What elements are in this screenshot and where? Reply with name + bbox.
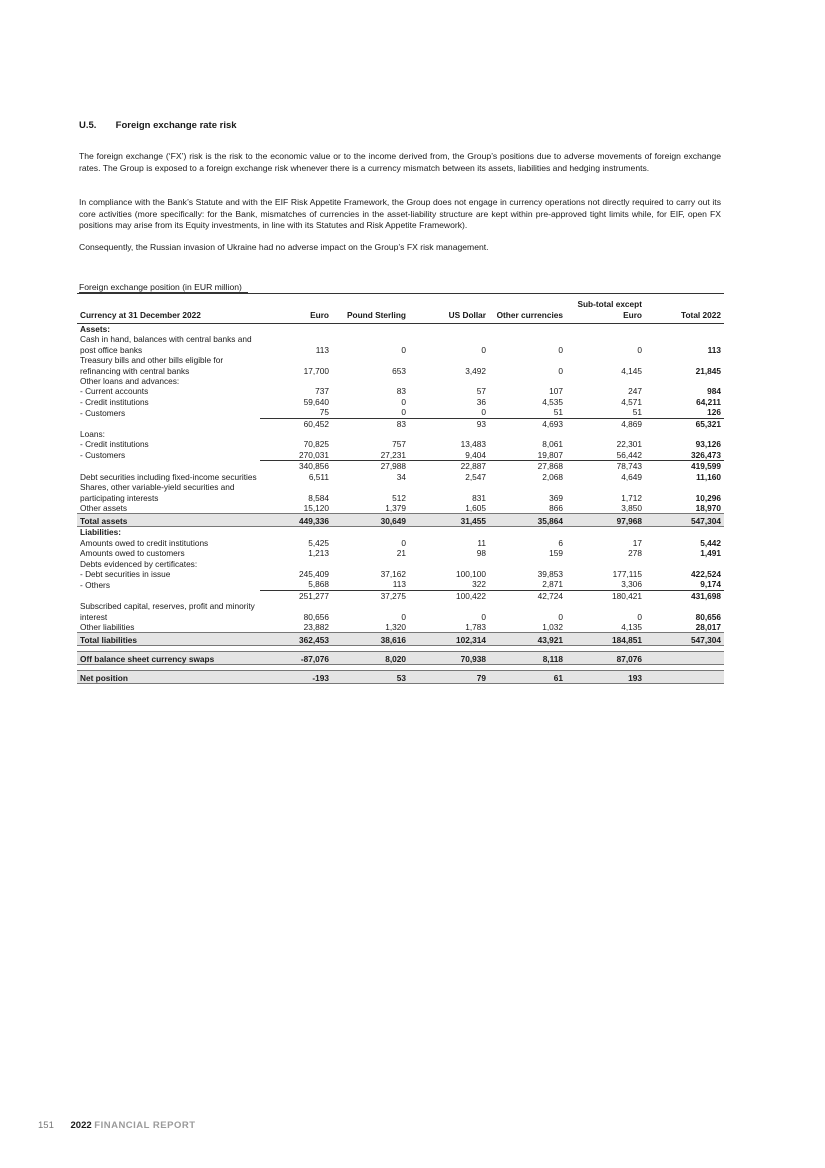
cell-value: 270,031 <box>260 450 332 461</box>
row-label: Loans: <box>80 429 105 440</box>
row-label: - Debt securities in issue <box>80 568 171 579</box>
table-caption <box>79 282 248 292</box>
cell-value: 11,160 <box>696 471 721 482</box>
row-label: Amounts owed to customers <box>80 548 185 559</box>
cell-value: 1,379 <box>385 502 406 513</box>
cell-value: 56,442 <box>566 450 645 461</box>
table-row <box>77 429 724 439</box>
section-number: U.5. <box>79 120 97 131</box>
cell-value: 113 <box>315 344 329 355</box>
row-label: Assets: <box>80 324 110 334</box>
row-label: Subscribed capital, reserves, profit and minority interest <box>80 601 255 622</box>
cell-value <box>489 559 566 569</box>
cell-value: 326,473 <box>645 450 724 461</box>
cell-value <box>332 559 409 569</box>
cell-value: 113 <box>707 344 721 355</box>
cell-value: 449,336 <box>260 514 332 527</box>
cell-value: 19,807 <box>489 450 566 461</box>
cell-value <box>489 429 566 439</box>
cell-value <box>489 527 566 538</box>
table-row <box>77 569 724 579</box>
cell-value <box>332 429 409 439</box>
cell-value: 247 <box>628 386 642 397</box>
cell-value: -193 <box>260 671 332 684</box>
row-label: Treasury bills and other bills eligible for refinancing with central banks <box>80 355 224 376</box>
cell-value <box>566 324 645 335</box>
cell-value: 193 <box>566 671 645 684</box>
cell-value: 42,724 <box>489 590 566 601</box>
cell-value <box>645 671 724 684</box>
cell-value: 547,304 <box>645 514 724 527</box>
cell-value: 70,938 <box>409 652 489 665</box>
table-row <box>77 538 724 548</box>
cell-value: 422,524 <box>691 568 721 579</box>
table-row <box>77 503 724 514</box>
cell-value: 57 <box>476 386 486 397</box>
cell-value: 21 <box>396 548 406 559</box>
header-pound-sterling: Pound Sterling <box>332 294 409 324</box>
cell-value: 177,115 <box>612 568 642 579</box>
cell-value: 340,856 <box>260 461 332 472</box>
cell-value: 1,032 <box>542 621 563 632</box>
cell-value <box>260 527 332 538</box>
cell-value: 83 <box>332 418 409 429</box>
cell-value: 180,421 <box>566 590 645 601</box>
cell-value: 4,649 <box>621 471 642 482</box>
cell-value: 0 <box>332 407 409 418</box>
cell-value: 37,275 <box>332 590 409 601</box>
cell-value: 251,277 <box>260 590 332 601</box>
cell-value: 102,314 <box>409 633 489 646</box>
cell-value: 9,174 <box>645 579 724 590</box>
table-row <box>77 482 724 503</box>
cell-value: 984 <box>707 386 721 397</box>
cell-value: 15,120 <box>303 502 329 513</box>
cell-value: 1,491 <box>700 548 721 559</box>
cell-value: 0 <box>401 611 406 622</box>
cell-value: 27,868 <box>489 461 566 472</box>
cell-value: 83 <box>396 386 406 397</box>
table-row <box>77 652 724 665</box>
cell-value: 60,452 <box>260 418 332 429</box>
cell-value: 1,783 <box>465 621 486 632</box>
cell-value: 31,455 <box>409 514 489 527</box>
cell-value <box>409 324 489 335</box>
cell-value: 38,616 <box>332 633 409 646</box>
cell-value: 0 <box>637 344 642 355</box>
cell-value: 362,453 <box>260 633 332 646</box>
cell-value <box>645 324 724 335</box>
cell-value <box>332 324 409 335</box>
cell-value <box>409 429 489 439</box>
row-label <box>77 461 260 472</box>
table-row <box>77 514 724 527</box>
cell-value: 97,968 <box>566 514 645 527</box>
table-row <box>77 579 724 590</box>
table-row <box>77 601 724 622</box>
cell-value: 75 <box>260 407 332 418</box>
cell-value: 22,887 <box>409 461 489 472</box>
cell-value: 2,068 <box>542 471 563 482</box>
row-label: Debt securities including fixed-income securities <box>80 471 257 482</box>
row-label <box>77 590 260 601</box>
cell-value: 13,483 <box>460 439 486 450</box>
row-label: Liabilities: <box>80 527 122 538</box>
cell-value: 37,162 <box>380 568 406 579</box>
paragraph-consequence: Consequently, the Russian invasion of Ukraine had no adverse impact on the Group’s FX risk management. <box>79 242 489 252</box>
cell-value: 0 <box>409 407 489 418</box>
cell-value: 93,126 <box>695 439 721 450</box>
section-heading <box>79 120 237 131</box>
cell-value: 4,135 <box>621 621 642 632</box>
page-number: 151 <box>38 1120 54 1131</box>
table-header-row <box>77 294 724 324</box>
row-label: Other liabilities <box>80 621 135 632</box>
table-row <box>77 418 724 429</box>
cell-value: 10,296 <box>695 492 721 503</box>
cell-value <box>645 527 724 538</box>
cell-value: 100,422 <box>409 590 489 601</box>
cell-value: 8,020 <box>332 652 409 665</box>
cell-value: 35,864 <box>489 514 566 527</box>
cell-value: 1,605 <box>465 502 486 513</box>
cell-value <box>260 324 332 335</box>
cell-value: 1,213 <box>308 548 329 559</box>
cell-value <box>645 376 724 386</box>
cell-value: 27,988 <box>332 461 409 472</box>
table-row <box>77 407 724 418</box>
table-row <box>77 376 724 386</box>
cell-value: 65,321 <box>645 418 724 429</box>
cell-value: 39,853 <box>537 568 563 579</box>
cell-value: 369 <box>549 492 563 503</box>
cell-value: 79 <box>409 671 489 684</box>
header-us-dollar: US Dollar <box>409 294 489 324</box>
cell-value <box>260 376 332 386</box>
header-subtotal-except-euro: Sub-total except Euro <box>566 294 645 324</box>
table-row <box>77 633 724 646</box>
cell-value <box>409 559 489 569</box>
row-label: Net position <box>77 671 260 684</box>
cell-value: 64,211 <box>696 396 721 407</box>
cell-value: 4,693 <box>489 418 566 429</box>
cell-value: 3,850 <box>621 502 642 513</box>
header-currency: Currency at 31 December 2022 <box>77 294 260 324</box>
table-row <box>77 355 724 376</box>
cell-value: 28,017 <box>695 621 721 632</box>
cell-value: 3,306 <box>566 579 645 590</box>
cell-value: 78,743 <box>566 461 645 472</box>
cell-value <box>645 559 724 569</box>
fx-position-table <box>77 293 724 684</box>
cell-value: 36 <box>476 396 486 407</box>
cell-value: 80,656 <box>303 611 329 622</box>
cell-value <box>332 527 409 538</box>
header-euro: Euro <box>260 294 332 324</box>
row-label: Other loans and advances: <box>80 376 180 387</box>
cell-value: 8,061 <box>542 439 563 450</box>
cell-value: 0 <box>558 365 563 376</box>
cell-value <box>260 429 332 439</box>
cell-value: 5,442 <box>700 537 721 548</box>
table-row <box>77 461 724 472</box>
cell-value: 98 <box>476 548 486 559</box>
report-year: 2022 <box>70 1120 92 1131</box>
cell-value: 245,409 <box>299 568 329 579</box>
cell-value: 0 <box>401 396 406 407</box>
cell-value: 159 <box>549 548 563 559</box>
table-row <box>77 472 724 482</box>
cell-value: 0 <box>481 344 486 355</box>
row-label: Off balance sheet currency swaps <box>77 652 260 665</box>
row-label: - Current accounts <box>80 386 149 397</box>
cell-value: 9,404 <box>409 450 489 461</box>
cell-value: 2,871 <box>489 579 566 590</box>
cell-value: 34 <box>396 471 406 482</box>
section-title: Foreign exchange rate risk <box>115 120 237 131</box>
cell-value: 184,851 <box>566 633 645 646</box>
cell-value: 547,304 <box>645 633 724 646</box>
paragraph-fx-definition: The foreign exchange (‘FX’) risk is the risk to the economic value or to the income derived from, the Group’s positions due to adverse movements of foreign exchange rates. The Group is exposed to a foreign exchange risk whenever there is a currency mismatch between its assets, liabilities and hedging instruments. <box>79 151 721 173</box>
row-label: Total assets <box>77 514 260 527</box>
cell-value: 4,571 <box>621 396 642 407</box>
table-row <box>77 527 724 538</box>
table-row <box>77 590 724 601</box>
page-footer <box>38 1120 196 1131</box>
table-row <box>77 439 724 449</box>
cell-value <box>409 376 489 386</box>
cell-value: 43,921 <box>489 633 566 646</box>
cell-value: 100,100 <box>456 568 486 579</box>
table-body <box>77 324 724 684</box>
cell-value: 70,825 <box>303 439 329 450</box>
row-label: Shares, other variable-yield securities and participating interests <box>80 482 235 503</box>
cell-value: 8,584 <box>308 492 329 503</box>
cell-value: 27,231 <box>332 450 409 461</box>
cell-value: 1,320 <box>385 621 406 632</box>
table-caption-text: Foreign exchange position (in EUR million) <box>79 282 248 293</box>
cell-value: 419,599 <box>645 461 724 472</box>
cell-value: 18,970 <box>695 502 721 513</box>
cell-value: 30,649 <box>332 514 409 527</box>
cell-value: 126 <box>645 407 724 418</box>
cell-value: 21,845 <box>695 365 721 376</box>
table-row <box>77 671 724 684</box>
cell-value: 17,700 <box>303 365 329 376</box>
cell-value <box>409 527 489 538</box>
cell-value: 61 <box>489 671 566 684</box>
cell-value: 93 <box>409 418 489 429</box>
cell-value: 5,868 <box>260 579 332 590</box>
cell-value: 23,882 <box>303 621 329 632</box>
row-label: - Others <box>80 579 110 590</box>
cell-value: 17 <box>632 537 642 548</box>
cell-value: 322 <box>409 579 489 590</box>
cell-value: 2,547 <box>465 471 486 482</box>
header-total-2022: Total 2022 <box>645 294 724 324</box>
table-row <box>77 548 724 558</box>
row-label: - Credit institutions <box>80 439 149 450</box>
cell-value: -87,076 <box>260 652 332 665</box>
cell-value: 8,118 <box>489 652 566 665</box>
cell-value <box>566 376 645 386</box>
row-label: - Customers <box>80 450 126 461</box>
header-other-currencies: Other currencies <box>489 294 566 324</box>
row-label: Other assets <box>80 502 128 513</box>
paragraph-compliance: In compliance with the Bank’s Statute and with the EIF Risk Appetite Framework, the Group does not engage in currency operations not directly required to carry out its core activities (more specifically: for the Bank, mismatches of currencies in the asset-liability structure are kept within pre-approved tight limits while, for EIF, open FX positions may arise from its Equity investments, in line with its Statutes and Risk Appetite Framework). <box>79 197 721 231</box>
table-row <box>77 622 724 633</box>
row-label: Cash in hand, balances with central banks and post office banks <box>80 334 252 355</box>
cell-value: 0 <box>558 611 563 622</box>
cell-value <box>332 376 409 386</box>
cell-value: 11 <box>477 537 486 548</box>
table-row <box>77 324 724 335</box>
cell-value <box>645 652 724 665</box>
cell-value: 3,492 <box>465 365 486 376</box>
table-row <box>77 450 724 461</box>
table-row <box>77 397 724 407</box>
row-label: Debts evidenced by certificates: <box>80 558 198 569</box>
cell-value: 1,712 <box>621 492 642 503</box>
cell-value: 512 <box>392 492 406 503</box>
cell-value: 51 <box>566 407 645 418</box>
cell-value <box>566 527 645 538</box>
row-label: - Customers <box>80 407 126 418</box>
cell-value <box>645 429 724 439</box>
cell-value: 107 <box>549 386 563 397</box>
cell-value: 113 <box>332 579 409 590</box>
cell-value: 831 <box>472 492 486 503</box>
cell-value <box>489 324 566 335</box>
cell-value: 757 <box>392 439 406 450</box>
cell-value: 51 <box>489 407 566 418</box>
cell-value: 431,698 <box>645 590 724 601</box>
cell-value: 80,656 <box>695 611 721 622</box>
report-title: FINANCIAL REPORT <box>94 1120 196 1131</box>
cell-value: 4,145 <box>621 365 642 376</box>
cell-value <box>566 429 645 439</box>
cell-value: 53 <box>332 671 409 684</box>
row-label: Amounts owed to credit institutions <box>80 537 209 548</box>
cell-value: 0 <box>481 611 486 622</box>
cell-value: 866 <box>549 502 563 513</box>
cell-value: 22,301 <box>616 439 642 450</box>
cell-value: 0 <box>637 611 642 622</box>
cell-value <box>489 376 566 386</box>
table-row <box>77 386 724 396</box>
row-label <box>77 418 260 429</box>
cell-value: 6 <box>558 537 563 548</box>
cell-value <box>260 559 332 569</box>
cell-value: 4,869 <box>566 418 645 429</box>
cell-value: 0 <box>558 344 563 355</box>
table-row <box>77 559 724 569</box>
table-row <box>77 334 724 355</box>
cell-value: 653 <box>392 365 406 376</box>
row-label: Total liabilities <box>77 633 260 646</box>
row-label: - Credit institutions <box>80 396 149 407</box>
cell-value: 737 <box>315 386 329 397</box>
cell-value: 0 <box>401 344 406 355</box>
cell-value: 0 <box>401 537 406 548</box>
cell-value: 278 <box>628 548 642 559</box>
cell-value: 4,535 <box>542 396 563 407</box>
cell-value: 87,076 <box>566 652 645 665</box>
cell-value <box>566 559 645 569</box>
cell-value: 6,511 <box>308 471 329 482</box>
cell-value: 5,425 <box>308 537 329 548</box>
cell-value: 59,640 <box>303 396 329 407</box>
